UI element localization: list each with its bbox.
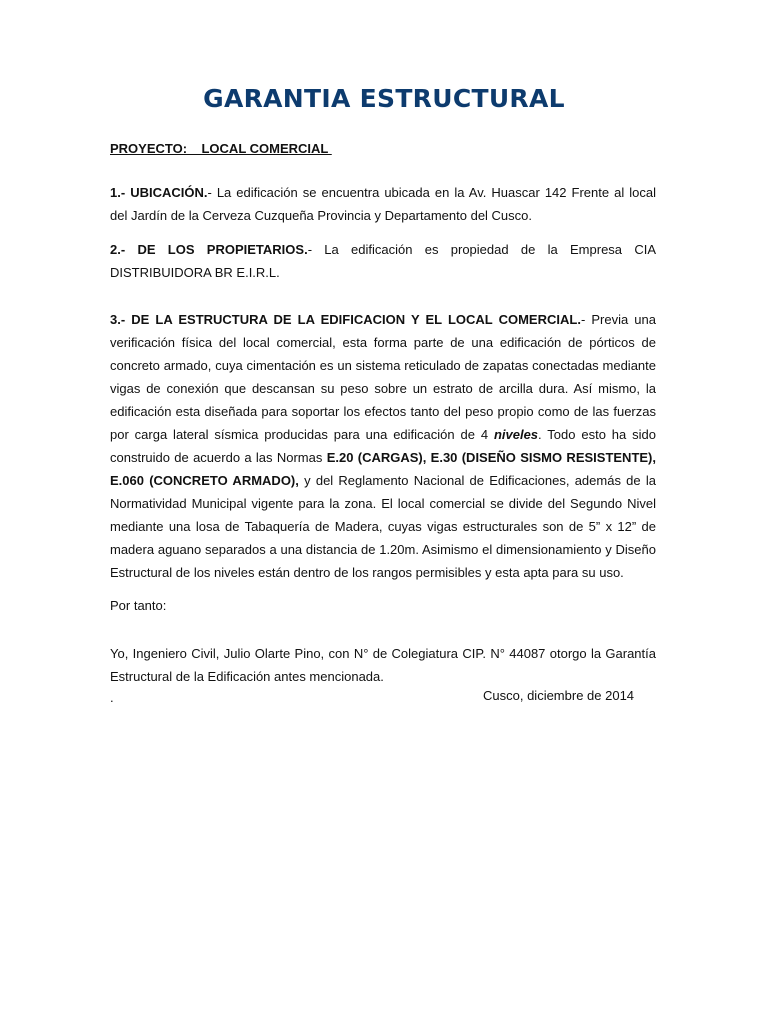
section-ubicacion xyxy=(110,181,656,227)
date-line: Cusco, diciembre de 2014 xyxy=(483,688,635,703)
niveles-emphasis: niveles xyxy=(493,427,539,442)
section-body: - Previa una verificación física del local comercial, esta forma parte de una edificación de pórticos de concreto armado, cuya cimentación es un sistema reticulado de zapatas conectadas mediante vigas de conexión que descansan su peso sobre un estrato de arcilla dura. Así mismo, la edificación esta diseñada para soportar los efectos tanto del peso propio como de las fuerzas por carga lateral sísmica producidas para una edificación de 4 xyxy=(110,312,656,442)
section-body: y del Reglamento Nacional de Edificaciones, además de la Normatividad Municipal vigente para la zona. El local comercial se divide del Segundo Nivel mediante una losa de Tabaquería de Madera, cuyas vigas estructurales son de 5” x 12” de madera aguano separados a una distancia de 1.20m. Asimismo el dimensionamiento y Diseño Estructural de los niveles están dentro de los rangos permisibles y esta apta para su uso. xyxy=(110,473,656,580)
section-body: - La edificación es propiedad de la Empresa CIA DISTRIBUIDORA BR E.I.R.L. xyxy=(110,242,656,280)
normas-emphasis: E.20 (CARGAS), E.30 (DISEÑO SISMO RESISTENTE), E.060 (CONCRETO ARMADO), xyxy=(110,450,656,488)
dot-mark: . xyxy=(110,690,114,705)
section-heading: 3.- DE LA ESTRUCTURA DE LA EDIFICACION Y EL LOCAL COMERCIAL. xyxy=(110,312,581,327)
section-propietarios xyxy=(110,238,656,284)
section-body: - La edificación se encuentra ubicada en la Av. Huascar 142 Frente al local del Jardín de la Cerveza Cuzqueña Provincia y Departamento del Cusco. xyxy=(110,185,656,223)
section-heading: 1.- UBICACIÓN. xyxy=(110,185,208,200)
project-line: PROYECTO: LOCAL COMERCIAL xyxy=(110,141,332,156)
page-title: GARANTIA ESTRUCTURAL xyxy=(203,84,565,113)
section-heading: 2.- DE LOS PROPIETARIOS. xyxy=(110,242,308,257)
por-tanto: Por tanto: xyxy=(110,598,167,613)
section-body: . Todo esto ha sido construido de acuerdo a las Normas xyxy=(110,427,656,465)
firma-paragraph: Yo, Ingeniero Civil, Julio Olarte Pino, con N° de Colegiatura CIP. N° 44087 otorgo la Garantía Estructural de la Edificación antes mencionada. xyxy=(110,646,656,684)
section-estructura xyxy=(110,308,656,584)
